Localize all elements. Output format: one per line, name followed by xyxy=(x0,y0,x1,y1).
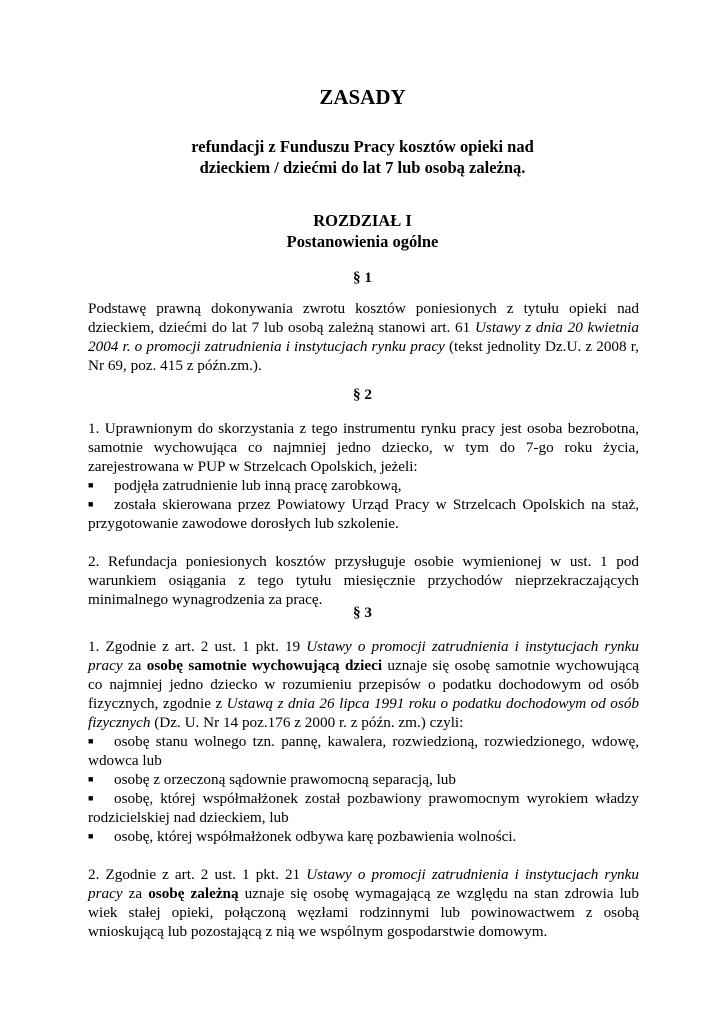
chapter-name: Postanowienia ogólne xyxy=(286,232,439,251)
s3-defined-term-1: osobę samotnie wychowującą dzieci xyxy=(146,657,383,674)
s3-p2-act-title: Ustawy o promocji zatrudnienia i instytucjach rynku pracy xyxy=(88,866,639,902)
s3-text-c: uznaje się osobę samotnie wychowującą co najmniej jedno dziecko w rozumieniu przepisów o podatku dochodowym od osób fizycznych, zgodnie z xyxy=(88,657,640,712)
s3-bullet-item xyxy=(88,732,639,770)
s2-bullet-item xyxy=(88,476,639,495)
section-3-body xyxy=(88,637,639,941)
s2-bullet-item xyxy=(88,495,639,533)
s2-paragraph-1: 1. Uprawnionym do skorzystania z tego instrumentu rynku pracy jest osoba bezrobotna, samotnie wychowująca co najmniej jedno dziecko, w tym do 7-go roku życia, zarejestrowana w PUP w Strzelcach Opolskich, jeżeli: xyxy=(88,420,639,475)
bullet-square-icon: ■ xyxy=(88,736,94,746)
s2-paragraph-2: 2. Refundacja poniesionych kosztów przysługuje osobie wymienionej w ust. 1 pod warunkiem osiągania z tego tytułu miesięcznie przychodów nieprzekraczających minimalnego wynagrodzenia za pracę. xyxy=(88,553,639,608)
document-title: ZASADY xyxy=(319,85,406,109)
s3-text-b: za xyxy=(122,657,147,674)
section-2-sign: § 2 xyxy=(353,386,372,403)
chapter-number: ROZDZIAŁ I xyxy=(313,211,412,230)
s3-paragraph-2 xyxy=(88,865,639,941)
bullet-square-icon: ■ xyxy=(88,793,94,803)
bullet-square-icon: ■ xyxy=(88,480,94,490)
s3-bullet-item xyxy=(88,827,639,846)
s3-p2-text-a: 2. Zgodnie z art. 2 ust. 1 pkt. 21 xyxy=(88,866,307,883)
s3-bullet-text: osobę, której współmałżonek został pozbawiony prawomocnym wyrokiem władzy rodzicielskiej nad dzieckiem, lub xyxy=(88,790,639,826)
s1-text-b: (tekst jednolity Dz.U. z 2008 r, Nr 69, poz. 415 z późn.zm.). xyxy=(88,338,639,374)
section-1-paragraph xyxy=(88,299,639,375)
s3-act-title-1: Ustawy o promocji zatrudnienia i instytucjach rynku pracy xyxy=(88,638,639,674)
s2-bullet-text: podjęła zatrudnienie lub inną pracę zarobkową, xyxy=(114,477,402,494)
s3-bullet-text: osobę, której współmałżonek odbywa karę pozbawienia wolności. xyxy=(114,828,517,845)
s1-act-title: Ustawy z dnia 20 kwietnia 2004 r. o promocji zatrudnienia i instytucjach rynku pracy xyxy=(88,319,639,355)
s3-text-a: 1. Zgodnie z art. 2 ust. 1 pkt. 19 xyxy=(88,638,307,655)
s2-bullet-text: została skierowana przez Powiatowy Urząd Pracy w Strzelcach Opolskich na staż, przygotowanie zawodowe dorosłych lub szkolenie. xyxy=(88,496,639,532)
s3-act-title-2: Ustawą z dnia 26 lipca 1991 roku o podatku dochodowym od osób fizycznych xyxy=(88,695,640,731)
chapter-heading xyxy=(0,210,725,252)
subtitle-line-1: refundacji z Funduszu Pracy kosztów opieki nad xyxy=(191,137,534,156)
s3-defined-term-2: osobę zależną xyxy=(148,885,239,902)
s3-bullet-item xyxy=(88,770,639,789)
s3-bullet-text: osobę stanu wolnego tzn. pannę, kawalera, rozwiedzioną, rozwiedzionego, wdowę, wdowca lub xyxy=(88,733,639,769)
section-1-sign: § 1 xyxy=(353,269,372,286)
section-3-sign: § 3 xyxy=(353,604,372,621)
s3-bullet-item xyxy=(88,789,639,827)
s3-bullet-text: osobę z orzeczoną sądownie prawomocną separacją, lub xyxy=(114,771,456,788)
s3-text-d: (Dz. U. Nr 14 poz.176 z 2000 r. z późn. zm.) czyli: xyxy=(150,714,464,731)
s3-paragraph-1 xyxy=(88,637,639,732)
document-subtitle xyxy=(0,136,725,178)
bullet-square-icon: ■ xyxy=(88,499,94,509)
s3-p2-text-c: uznaje się osobę wymagającą ze względu na stan zdrowia lub wiek stałej opieki, połączoną węzłami rodzinnymi lub powinowactwem z osobą wnioskującą lub pozostającą z nią we wspólnym gospodarstwie domowym. xyxy=(88,885,639,940)
section-2-body xyxy=(88,419,639,609)
subtitle-line-2: dzieckiem / dziećmi do lat 7 lub osobą zależną. xyxy=(199,158,526,177)
bullet-square-icon: ■ xyxy=(88,774,94,784)
s3-p2-text-b: za xyxy=(122,885,149,902)
s1-text-a: Podstawę prawną dokonywania zwrotu kosztów poniesionych z tytułu opieki nad dzieckiem, dziećmi do lat 7 lub osobą zależną stanowi art. 61 xyxy=(88,300,639,336)
bullet-square-icon: ■ xyxy=(88,831,94,841)
